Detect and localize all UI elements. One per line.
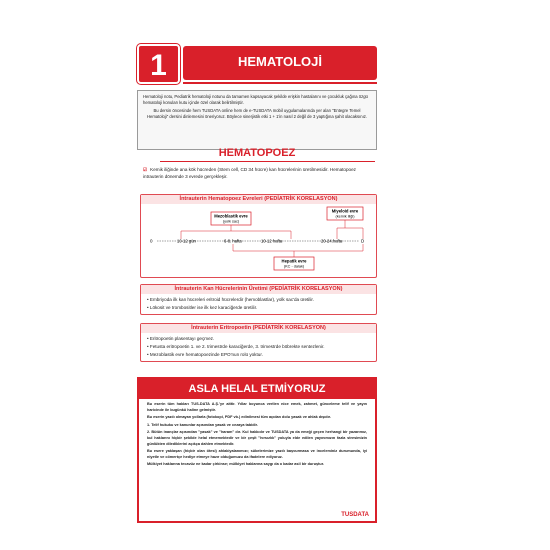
mesoblastic-phase-name: Mezoblastik evre [214,213,248,219]
checkbox-icon: ☑ [143,167,148,172]
erythropoietin-title: İntrauterin Eritropoetin (PEDİATRİK KORELASYON) [141,324,376,333]
hepatic-bracket [233,244,294,257]
copyright-paragraph: 2. Bütün inançlar açısından "yasak" ve "haram" dır. Kul hakkıdır ve TUSDATA ya da emeği geçen herhangi bir yazarımız, kul haklarını hiçbir şekilde helal etmemektedir ve bir çeşit "hırsızlık" yoluyla elde edilen yayınımızın fazla stresimizin günlükten dilediklerini açıkça dahlen etmektedir. [147,430,367,446]
timeline-diagram [141,204,376,278]
copyright-paragraph: Bu eserin tüm hakları TUS-DATA A.Ş.'ye aittir. Yıllar boyunca verilen nice emek, zahmet, günceleme telif ve yayın haricinde ile bugünkü haline gelmiştir. [147,402,367,412]
myeloid-bracket [345,220,363,239]
myeloid-phase-name: Miyeloid evre [331,208,359,214]
chapter-number: 1 [137,44,180,84]
copyright-paragraph: 1. Telif hukuku ve kanunlar açısından yasak ve cezaya tabidir. [147,422,258,427]
intro-box [137,90,377,150]
section-bullet [143,167,375,181]
axis-label-2: 6-8. hafta [224,238,242,244]
chapter-header [137,44,377,89]
axis-label-0: 0 [150,238,153,244]
copyright-box [137,377,377,523]
copyright-paragraph: Bu eserin yazılı olmayan yollarla (fotokopi, PDF vb.) edinilmesi tüm açıdan dolu yasak ve ahlak dışıdır. [147,415,331,420]
section-divider [160,161,375,162]
blood-cell-production-list [141,294,376,314]
section-bullet-text: Kemik iliğinde ana kök hücreden (Stem cell, CD 34 hücre) kan hücrelerinin üretilmesidir. Hematopoez intrauterin dönemde 3 evrede gerçekleşir. [143,167,356,179]
list-item: • Mezoblastik evre hematopoezinde EPO'nun rolü yoktur. [147,352,263,358]
section-title: HEMATOPOEZ [218,147,296,159]
chapter-title: HEMATOLOJİ [237,54,323,69]
blood-cell-production-title: İntrauterin Kan Hücrelerinin Üretimi (PEDİATRİK KORELASYON) [141,285,376,294]
intro-paragraph-1: Hematoloji notu, Pediatrik hematoloji notunu da tamamen kapsayacak şekilde erişkin hastalarını ve çocukluk çağına özgü hematoloji konuları kutu içinde özel olarak belirtilmiştir. [143,94,368,106]
hepatic-phase-name: Hepatik evre [281,258,307,264]
axis-label-4: 20-24.hafta [321,238,343,244]
chapter-divider [183,82,377,84]
timeline-title: İntrauterin Hematopoez Evreleri (PEDİATRİK KORELASYON) [141,195,376,204]
copyright-title: ASLA HELAL ETMİYORUZ [139,379,375,399]
axis-label-1: 10-12 gün [177,238,196,244]
axis-label-3: 10-12 hafta [261,238,283,244]
intro-paragraph-2: Bu dersin öncesinde hem TUSDATA online hem de e-TUSDATA mobil uygulamalarında yer alan "Entegre Temel Hematoloji" dersini dinlemesini öneriyoruz. Böylece sinerjistik etki 1 + 1'in nasıl 2 değil de 3 yaptığına şahit olacaksınız. [146,108,368,120]
list-item: • Lökosit ve trombositler ise ilk kez karaciğerde üretilir. [147,305,258,311]
timeline-box [140,194,377,278]
myeloid-phase-note: (kemik iliği) [335,214,355,219]
copyright-paragraph: Mülkiyet haklarına tecavüz ne kadar çirkinse; mülkiyet haklarına saygı da o kadar asil bir duruştur. [147,462,325,467]
mesoblastic-phase-note: (yolk sac) [222,219,240,224]
blood-cell-production-box [140,284,377,315]
erythropoietin-box [140,323,377,362]
publisher-logo: TUSDATA [341,512,369,518]
hepatic-bracket-right [294,244,363,251]
copyright-body [139,399,375,468]
erythropoietin-list [141,333,376,361]
list-item: • Fetusta eritropoetin 1. ve 2. trimestrde karaciğerde, 3. trimestrde böbrekte sentezlenir. [147,344,325,350]
list-item: • Eritropoetin plasentayı geçmez. [147,336,215,341]
chapter-title-bar [183,46,377,80]
hepatic-phase-note: (KC - dalak) [283,264,305,269]
mesoblastic-bracket [181,225,231,239]
axis-label-5: D [361,238,365,244]
list-item: • Embriyoda ilk kan hücreleri eritroid hücrelerdir (hemoblastlar), yolk sac'da üretilir. [147,297,314,302]
myeloid-bracket-left [337,228,345,239]
copyright-paragraph: Bu esere yaklaşan (hiçbir olan ötesi) ahlakiyalanımızı; sübelerimize yazılı başvurmasa ve inceleminiz durumunda, iyi niyetle ve cömertçe hediye etmeye hazır olduğumuzu da ifadelere ediyoruz. [147,449,367,459]
